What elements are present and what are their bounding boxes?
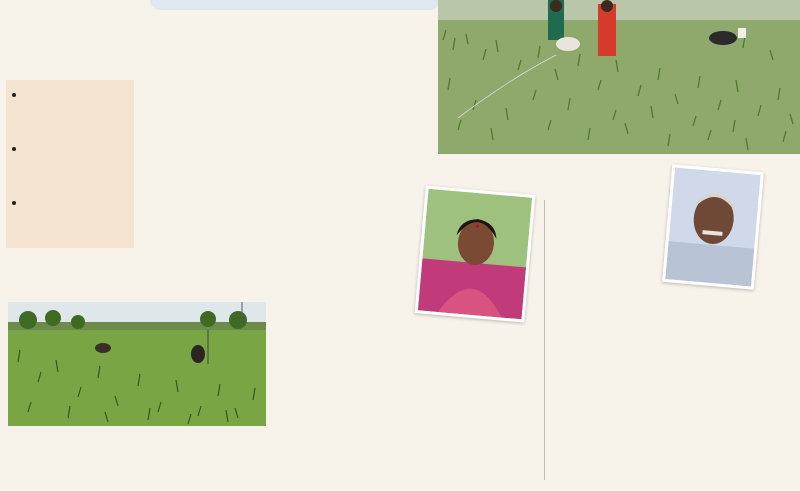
interview-right-body-top xyxy=(560,206,666,302)
main-article-body xyxy=(145,95,395,265)
portrait-man xyxy=(665,167,760,286)
article-headline xyxy=(4,4,434,76)
photo-women-goats-field xyxy=(438,0,800,154)
key-point xyxy=(26,86,130,134)
column-divider xyxy=(544,200,545,480)
interview-left-body xyxy=(310,306,532,434)
key-point xyxy=(26,140,130,188)
key-points-box xyxy=(6,80,134,248)
interview-right-body xyxy=(560,302,790,444)
portrait-woman xyxy=(418,189,532,320)
photo-goats-grazing xyxy=(8,302,266,426)
portrait-frame-woman xyxy=(415,185,536,322)
key-point xyxy=(26,194,130,242)
portrait-frame-man xyxy=(662,164,764,290)
